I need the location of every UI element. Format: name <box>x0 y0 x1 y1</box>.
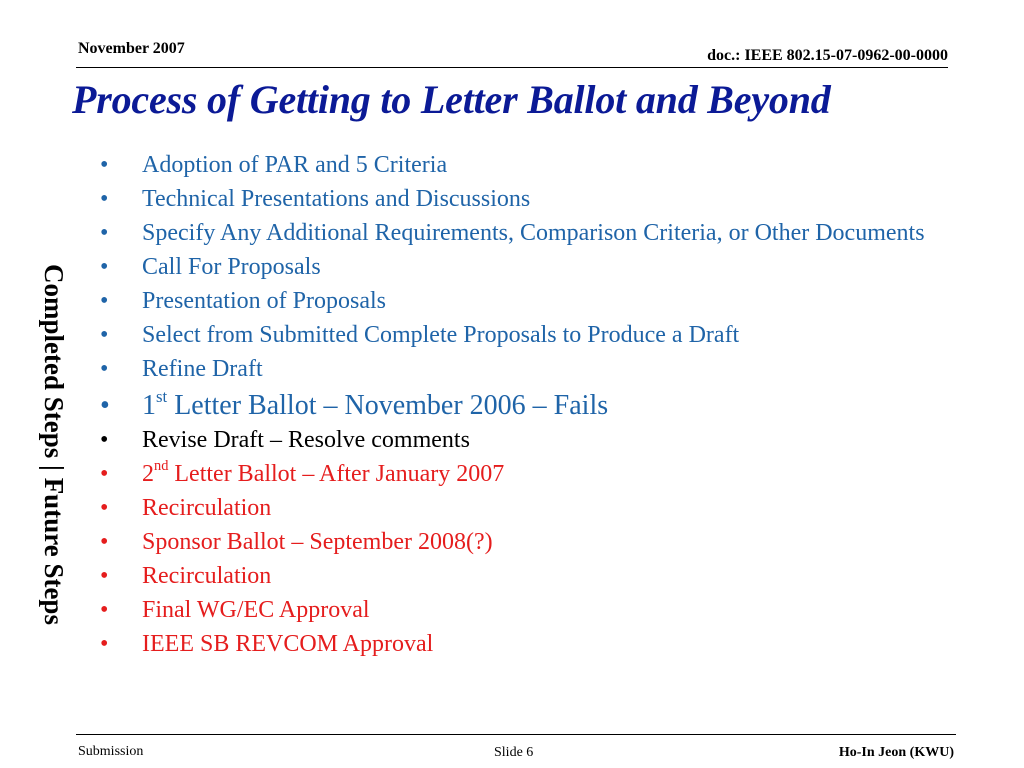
bullet-item <box>100 254 960 281</box>
bullet-item <box>100 322 960 349</box>
bullet-item <box>100 288 960 315</box>
bullet-text: IEEE SB REVCOM Approval <box>142 631 434 657</box>
bullet-text: Select from Submitted Complete Proposals to Produce a Draft <box>142 322 740 348</box>
bullet-text: Presentation of Proposals <box>142 288 386 314</box>
ordinal-number: 1 <box>142 390 156 421</box>
bullet-dot: • <box>100 461 109 487</box>
bullet-dot: • <box>100 288 109 314</box>
bullet-dot: • <box>100 631 109 657</box>
slide-title: Process of Getting to Letter Ballot and Beyond <box>72 77 831 122</box>
bullet-text: Technical Presentations and Discussions <box>142 186 531 212</box>
bullet-item <box>100 152 960 179</box>
ordinal-number: 2 <box>142 461 154 487</box>
footer-submission: Submission <box>78 744 144 759</box>
bullet-item <box>100 186 960 213</box>
bullet-text: Recirculation <box>142 563 272 589</box>
footer-rule <box>76 734 956 735</box>
ordinal-suffix: nd <box>154 458 169 474</box>
bullet-item <box>100 356 960 383</box>
ordinal-suffix: st <box>156 386 168 406</box>
bullet-dot: • <box>100 597 109 623</box>
bullet-dot: • <box>100 427 109 453</box>
bullet-dot: • <box>100 390 110 421</box>
bullet-list <box>100 152 960 665</box>
bullet-dot: • <box>100 152 109 178</box>
bullet-dot: • <box>100 254 109 280</box>
bullet-text: Recirculation <box>142 495 272 521</box>
bullet-text: Adoption of PAR and 5 Criteria <box>142 152 448 178</box>
bullet-item-current <box>100 427 960 454</box>
bullet-text: Final WG/EC Approval <box>142 597 370 623</box>
bullet-dot: • <box>100 495 109 521</box>
bullet-item <box>100 529 960 556</box>
side-label: Completed Steps | Future Steps <box>39 263 69 625</box>
bullet-item-second-ballot <box>100 458 960 488</box>
bullet-dot: • <box>100 529 109 555</box>
bullet-item-first-ballot <box>100 386 960 422</box>
bullet-item <box>100 220 960 247</box>
bullet-text: Refine Draft <box>142 356 263 382</box>
bullet-dot: • <box>100 220 109 246</box>
bullet-item <box>100 495 960 522</box>
header-date: November 2007 <box>78 40 185 57</box>
bullet-item <box>100 597 960 624</box>
bullet-dot: • <box>100 356 109 382</box>
bullet-text: Revise Draft – Resolve comments <box>142 427 470 453</box>
footer-slide-number: Slide 6 <box>494 745 534 760</box>
bullet-item <box>100 563 960 590</box>
bullet-text: Call For Proposals <box>142 254 321 280</box>
bullet-text: Sponsor Ballot – September 2008(?) <box>142 529 493 555</box>
bullet-dot: • <box>100 186 109 212</box>
bullet-item <box>100 631 960 658</box>
header-rule <box>76 67 948 68</box>
bullet-text: Specify Any Additional Requirements, Comparison Criteria, or Other Documents <box>142 220 925 246</box>
bullet-text: Letter Ballot – November 2006 – Fails <box>167 390 609 421</box>
bullet-dot: • <box>100 563 109 589</box>
header-doc-id: doc.: IEEE 802.15-07-0962-00-0000 <box>707 47 948 64</box>
footer-author: Ho-In Jeon (KWU) <box>838 745 954 760</box>
bullet-dot: • <box>100 322 109 348</box>
bullet-text: Letter Ballot – After January 2007 <box>168 461 505 487</box>
